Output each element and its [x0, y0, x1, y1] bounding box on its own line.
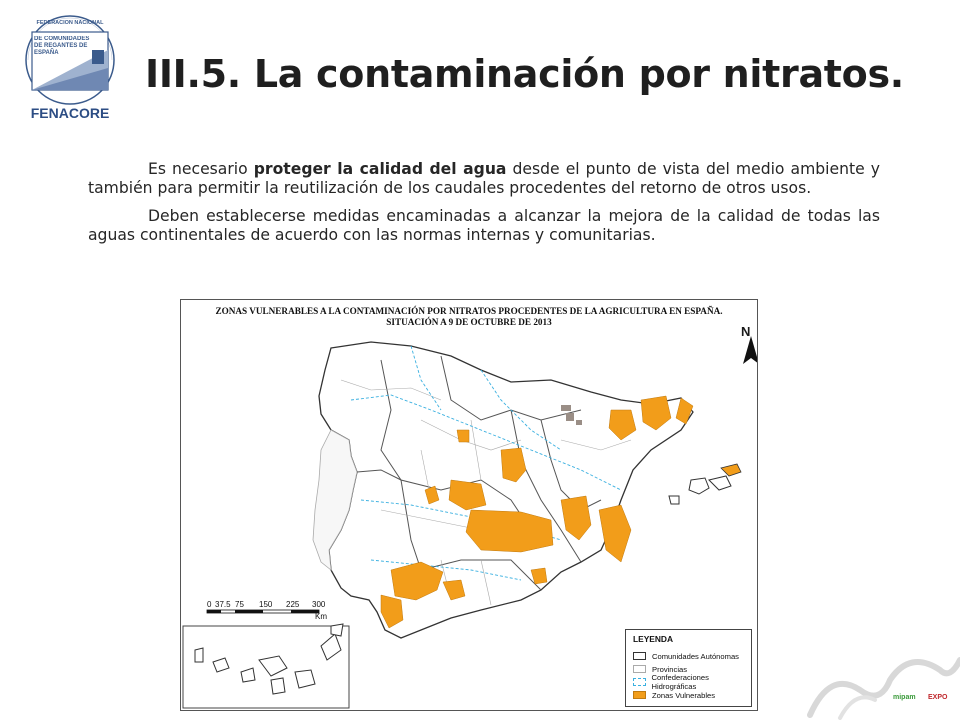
legend-item-vulnerable: Zonas Vulnerables: [633, 689, 715, 701]
sponsor-mipam: mipam: [893, 694, 916, 701]
north-arrow: [743, 336, 757, 364]
fenacore-logo: [14, 10, 126, 128]
paragraph-2: Deben establecerse medidas encaminadas a alcanzar la mejora de la calidad de todas las aguas continentales de acuerdo con las normas internas y comunitarias.: [88, 207, 880, 244]
paragraph-1: Es necesario proteger la calidad del agua desde el punto de vista del medio ambiente y también para permitir la reutilización de los caudales procedentes del retorno de otros usos.: [88, 160, 880, 197]
map-title: ZONAS VULNERABLES A LA CONTAMINACIÓN POR NITRATOS PROCEDENTES DE LA AGRICULTURA EN ESPAÑA. SITUACIÓN A 9 DE OCTUBRE DE 2013: [215, 306, 723, 327]
legend-title: LEYENDA: [633, 634, 674, 644]
sponsor-expo: EXPO: [928, 694, 948, 701]
page-title: III.5. La contaminación por nitratos.: [145, 52, 904, 96]
swatch-vulnerable: [633, 691, 646, 699]
north-label: N: [741, 324, 751, 339]
logo-box-text: DE COMUNIDADES DE REGANTES DE ESPAÑA: [34, 36, 90, 56]
logo-name: FENACORE: [30, 105, 110, 121]
nitrate-zones-map: ZONAS VULNERABLES A LA CONTAMINACIÓN POR NITRATOS PROCEDENTES DE LA AGRICULTURA EN ESPAÑA. SITUACIÓN A 9 DE OCTUBRE DE 2013 N 0 37.5 75 150 225 300 Km LEYENDA Comunidades Autónomas Provincias Confederaciones Hidrográficas Zonas Vulnerables: [180, 299, 758, 711]
decorative-swirls: [800, 630, 960, 720]
legend-item-confederations: Confederaciones Hidrográficas: [633, 676, 751, 688]
swatch-confederations: [633, 678, 646, 686]
logo-ring-text: FEDERACION NACIONAL: [36, 20, 104, 26]
scale-bar: [207, 610, 319, 613]
legend-item-provinces: Provincias: [633, 663, 687, 675]
swatch-communities: [633, 652, 646, 660]
spain-mainland: [319, 342, 693, 638]
swatch-provinces: [633, 665, 646, 673]
highlight-text: proteger la calidad del agua: [253, 160, 507, 178]
legend-item-communities: Comunidades Autónomas: [633, 650, 739, 662]
body-text: [88, 160, 880, 254]
map-legend: [625, 629, 752, 707]
